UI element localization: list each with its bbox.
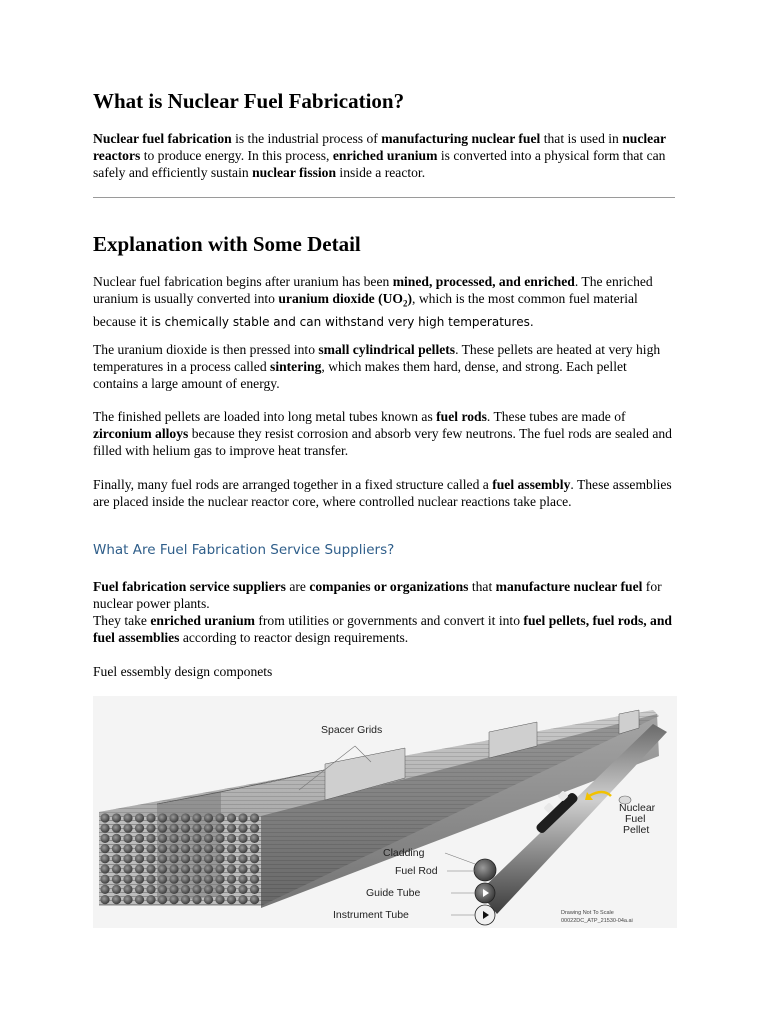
rod-end: [169, 824, 178, 833]
rod-end: [204, 813, 213, 822]
rod-end: [192, 864, 201, 873]
rod-end: [227, 844, 236, 853]
rod-end: [238, 885, 247, 894]
rod-end: [169, 895, 178, 904]
rod-end: [215, 895, 224, 904]
rod-end: [135, 834, 144, 843]
rod-end: [169, 813, 178, 822]
paragraph-fabrication-definition: [93, 130, 675, 181]
rod-end: [112, 813, 121, 822]
rod-end: [158, 854, 167, 863]
text-run: Nuclear fuel fabrication begins after uranium has been: [93, 274, 393, 289]
rod-end: [215, 834, 224, 843]
rod-end: [204, 875, 213, 884]
bold-run: Fuel fabrication service suppliers: [93, 579, 286, 594]
rod-end: [192, 875, 201, 884]
rod-end: [112, 864, 121, 873]
text-run: because they resist corrosion and absorb very few neutrons. The fuel rods are sealed and filled with helium gas to improve heat transfer.: [93, 426, 672, 458]
rod-end: [158, 834, 167, 843]
rod-end: [123, 885, 132, 894]
assembly-side-face: [261, 714, 659, 908]
rod-end: [123, 864, 132, 873]
rod-end: [238, 844, 247, 853]
rod-end: [112, 854, 121, 863]
rod-end: [135, 813, 144, 822]
label-nuclear: Nuclear: [619, 802, 656, 814]
rod-end: [146, 824, 155, 833]
rod-end: [146, 864, 155, 873]
label-fuel: Fuel: [625, 813, 646, 825]
fuel-assembly-diagram: [93, 696, 677, 928]
rod-end: [181, 895, 190, 904]
rod-end: [192, 885, 201, 894]
rod-end: [204, 824, 213, 833]
section-title-suppliers: What Are Fuel Fabrication Service Suppliers?: [93, 542, 395, 558]
rod-end: [181, 885, 190, 894]
fuel-assembly-illustration: [93, 696, 677, 928]
rod-end: [100, 844, 109, 853]
text-run: The finished pellets are loaded into long metal tubes known as: [93, 409, 437, 424]
section-title-explanation: Explanation with Some Detail: [93, 232, 361, 256]
rod-end: [227, 864, 236, 873]
rod-end: [227, 834, 236, 843]
rod-end: [169, 834, 178, 843]
bold-run: ): [407, 291, 413, 306]
rod-end: [181, 844, 190, 853]
rod-end: [250, 854, 259, 863]
rod-end: [250, 864, 259, 873]
label-fuel-rod: Fuel Rod: [395, 865, 438, 877]
rod-end: [146, 813, 155, 822]
paragraph-fuel-rods: [93, 408, 675, 459]
bold-run: nuclear reactors: [93, 131, 666, 163]
rod-end: [204, 854, 213, 863]
rod-end: [158, 864, 167, 873]
bold-run: Nuclear fuel fabrication: [93, 131, 232, 146]
rod-end: [238, 813, 247, 822]
rod-end: [250, 895, 259, 904]
bold-run: manufacture nuclear fuel: [495, 579, 643, 594]
rod-end: [181, 824, 190, 833]
rod-end: [100, 854, 109, 863]
bold-run: mined, processed, and enriched: [392, 274, 575, 289]
rod-end: [192, 834, 201, 843]
rod-end: [215, 864, 224, 873]
rod-end: [227, 895, 236, 904]
text-run: . These pellets are heated at very high temperatures in a process called: [93, 342, 661, 374]
rod-end: [123, 824, 132, 833]
label-instrument-tube: Instrument Tube: [333, 909, 409, 921]
text-run: to produce energy. In this process,: [140, 148, 333, 163]
bold-run: small cylindrical pellets: [318, 342, 456, 357]
rod-end: [135, 885, 144, 894]
rod-end: [158, 885, 167, 894]
rod-end: [123, 813, 132, 822]
text-run: for nuclear power plants.: [93, 579, 662, 611]
rod-end: [181, 813, 190, 822]
text-run: that is used in: [540, 131, 623, 146]
rod-end: [227, 813, 236, 822]
rod-end: [112, 875, 121, 884]
rod-end: [146, 834, 155, 843]
rod-end: [204, 864, 213, 873]
rod-end: [192, 854, 201, 863]
paragraph-suppliers: [93, 578, 675, 646]
text-run: , which is the most common fuel material because: [93, 291, 638, 329]
rod-end: [250, 824, 259, 833]
bold-run: uranium dioxide (UO: [278, 291, 404, 306]
bold-run: companies or organizations: [309, 579, 469, 594]
rod-end: [158, 844, 167, 853]
rod-end: [204, 844, 213, 853]
bold-run: enriched uranium: [332, 148, 438, 163]
rod-end: [135, 854, 144, 863]
rod-end: [181, 875, 190, 884]
rod-end: [227, 824, 236, 833]
rod-end: [238, 824, 247, 833]
rod-end: [215, 824, 224, 833]
rod-end: [123, 895, 132, 904]
rod-end: [100, 834, 109, 843]
rod-end: [215, 854, 224, 863]
rod-end: [112, 824, 121, 833]
text-run: . These assemblies are placed inside the nuclear reactor core, where controlled nuclear reactions take place.: [93, 477, 672, 509]
paragraph-fuel-assembly: [93, 476, 675, 510]
rod-end: [192, 895, 201, 904]
bold-run: nuclear fission: [252, 165, 337, 180]
rod-end: [123, 875, 132, 884]
rod-end: [100, 813, 109, 822]
rod-end: [135, 864, 144, 873]
rod-end: [100, 864, 109, 873]
text-run: , which makes them hard, dense, and strong. Each pellet contains a large amount of energy.: [93, 359, 627, 391]
text-run: is converted into a physical form that can safely and efficiently sustain: [93, 148, 666, 180]
section-title-fabrication: What is Nuclear Fuel Fabrication?: [93, 89, 405, 113]
paragraph-pellets: [93, 341, 675, 392]
rod-end: [169, 854, 178, 863]
rod-end: [100, 824, 109, 833]
paragraph-uranium-dioxide: [93, 273, 675, 331]
text-run: The uranium dioxide is then pressed into: [93, 342, 319, 357]
rod-end: [158, 875, 167, 884]
cladding-end: [474, 859, 496, 881]
rod-end: [204, 885, 213, 894]
rod-end: [204, 895, 213, 904]
rod-end: [135, 844, 144, 853]
rod-end: [112, 885, 121, 894]
rod-end: [146, 895, 155, 904]
bold-run: fuel assembly: [492, 477, 571, 492]
rod-end: [227, 875, 236, 884]
rod-end: [169, 864, 178, 873]
bold-run: enriched uranium: [150, 613, 255, 628]
rod-end: [112, 834, 121, 843]
note-not-to-scale: Drawing Not To Scale: [561, 910, 614, 916]
text-run: They take: [93, 613, 151, 628]
rod-end: [158, 813, 167, 822]
rod-end: [250, 813, 259, 822]
rod-end: [238, 864, 247, 873]
rod-end: [250, 875, 259, 884]
rod-end: [215, 885, 224, 894]
rod-end: [250, 844, 259, 853]
bold-run: 2: [403, 298, 408, 309]
bold-run: manufacturing nuclear fuel: [381, 131, 541, 146]
text-run: that: [468, 579, 496, 594]
label-cladding: Cladding: [383, 847, 425, 859]
label-spacer-grids: Spacer Grids: [321, 724, 383, 736]
rod-end: [135, 824, 144, 833]
rod-end: [112, 895, 121, 904]
text-run: are: [285, 579, 310, 594]
rod-end: [192, 824, 201, 833]
rod-end: [192, 813, 201, 822]
text-run: . These tubes are made of: [486, 409, 626, 424]
bold-run: sintering: [270, 359, 322, 374]
rod-end: [238, 834, 247, 843]
rod-end: [135, 895, 144, 904]
rod-end: [227, 885, 236, 894]
rod-end: [123, 854, 132, 863]
text-run: from utilities or governments and convert it into: [254, 613, 524, 628]
rod-end: [135, 875, 144, 884]
rod-end: [238, 895, 247, 904]
rod-end: [192, 844, 201, 853]
text-run: is the industrial process of: [231, 131, 382, 146]
rod-end: [146, 875, 155, 884]
rod-end: [158, 895, 167, 904]
label-pellet: Pellet: [623, 824, 650, 836]
rod-end: [181, 834, 190, 843]
rod-end: [238, 854, 247, 863]
rod-end: [169, 875, 178, 884]
rod-end: [146, 885, 155, 894]
label-guide-tube: Guide Tube: [366, 887, 421, 899]
rod-end: [250, 885, 259, 894]
rod-end: [158, 824, 167, 833]
text-run: . The enriched uranium is usually converted into: [93, 274, 653, 306]
text-run: inside a reactor.: [336, 165, 426, 180]
rod-end: [123, 834, 132, 843]
rod-end: [250, 834, 259, 843]
leader-cladding: [445, 853, 475, 864]
text-run: according to reactor design requirements.: [179, 630, 409, 645]
rod-end: [100, 895, 109, 904]
text-run: Finally, many fuel rods are arranged together in a fixed structure called a: [93, 477, 493, 492]
rod-end: [100, 885, 109, 894]
rod-end: [169, 885, 178, 894]
rod-end: [215, 844, 224, 853]
rod-end: [215, 875, 224, 884]
rod-end: [181, 854, 190, 863]
rod-end: [146, 844, 155, 853]
bold-run: zirconium alloys: [93, 426, 189, 441]
figure-caption: Fuel essembly design componets: [93, 664, 273, 679]
rod-end: [112, 844, 121, 853]
rod-end: [123, 844, 132, 853]
rod-end: [215, 813, 224, 822]
rod-end: [238, 875, 247, 884]
rod-end: [227, 854, 236, 863]
rod-end: [146, 854, 155, 863]
bold-run: fuel pellets, fuel rods, and fuel assemblies: [93, 613, 672, 645]
text-run: it is chemically stable and can withstand very high temperatures.: [139, 314, 534, 329]
rod-end: [204, 834, 213, 843]
rod-end: [100, 875, 109, 884]
bold-run: fuel rods: [436, 409, 487, 424]
rod-end: [181, 864, 190, 873]
section-divider: [93, 197, 675, 198]
note-file-id: 00022DC_ATP_21530-04a.ai: [561, 918, 633, 924]
rod-end: [169, 844, 178, 853]
